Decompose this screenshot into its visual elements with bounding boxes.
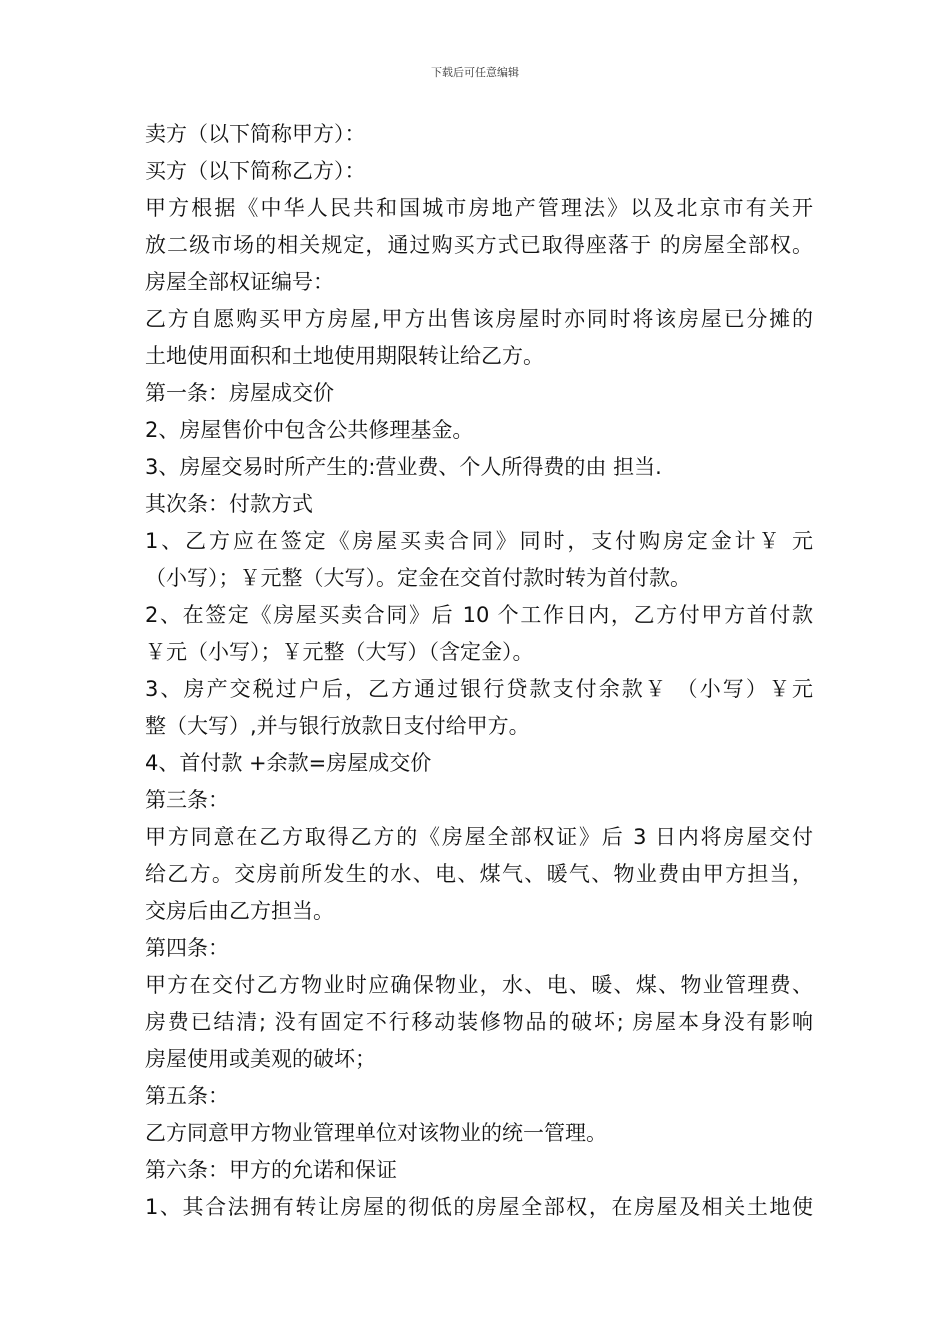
paragraph-line: 房屋使用或美观的破坏； bbox=[145, 1047, 376, 1071]
paragraph-line: 房费已结清; 没有固定不行移动装修物品的破坏; 房屋本身没有影响 bbox=[145, 1010, 813, 1034]
clause-line: 4、首付款 +余款=房屋成交价 bbox=[145, 751, 432, 775]
article-heading: 第一条：房屋成交价 bbox=[145, 381, 334, 405]
paragraph-line: 乙方自愿购买甲方房屋,甲方出售该房屋时亦同时将该房屋已分摊的 bbox=[145, 307, 813, 331]
paragraph-line: 甲方同意在乙方取得乙方的《房屋全部权证》后 3 日内将房屋交付 bbox=[145, 825, 813, 849]
clause-line: 3、房产交税过户后，乙方通过银行贷款支付余款￥ （小写）￥元 bbox=[145, 677, 813, 701]
paragraph-line: 乙方同意甲方物业管理单位对该物业的统一管理。 bbox=[145, 1121, 607, 1145]
buyer-line: 买方（以下简称乙方）： bbox=[145, 159, 366, 183]
clause-line: （小写）；￥元整（大写）。定金在交首付款时转为首付款。 bbox=[145, 566, 691, 590]
page-header-note: 下载后可任意编辑 bbox=[431, 66, 519, 79]
paragraph-line: 交房后由乙方担当。 bbox=[145, 899, 334, 923]
clause-line: 2、房屋售价中包含公共修理基金。 bbox=[145, 418, 474, 442]
clause-line: 1、乙方应在签定《房屋买卖合同》同时，支付购房定金计￥ 元 bbox=[145, 529, 813, 553]
paragraph-line: 甲方根据《中华人民共和国城市房地产管理法》以及北京市有关开 bbox=[145, 196, 813, 220]
contract-body bbox=[145, 116, 813, 1226]
clause-line: 2、在签定《房屋买卖合同》后 10 个工作日内，乙方付甲方首付款 bbox=[145, 603, 813, 627]
paragraph-line: 土地使用面积和土地使用期限转让给乙方。 bbox=[145, 344, 544, 368]
seller-line: 卖方（以下简称甲方）： bbox=[145, 122, 366, 146]
article-heading: 第五条： bbox=[145, 1084, 229, 1108]
paragraph-line: 给乙方。交房前所发生的水、电、煤气、暖气、物业费由甲方担当， bbox=[145, 862, 813, 886]
certificate-number-line: 房屋全部权证编号： bbox=[145, 270, 334, 294]
clause-line: 1、其合法拥有转让房屋的彻低的房屋全部权，在房屋及相关土地使 bbox=[145, 1195, 813, 1219]
paragraph-line: 放二级市场的相关规定，通过购买方式已取得座落于 的房屋全部权。 bbox=[145, 233, 813, 257]
paragraph-line: 甲方在交付乙方物业时应确保物业，水、电、暖、煤、物业管理费、 bbox=[145, 973, 813, 997]
article-heading: 其次条：付款方式 bbox=[145, 492, 313, 516]
clause-line: 整（大写）,并与银行放款日支付给甲方。 bbox=[145, 714, 530, 738]
clause-line: ￥元（小写）；￥元整（大写）（含定金）。 bbox=[145, 640, 534, 664]
article-heading: 第四条： bbox=[145, 936, 229, 960]
article-heading: 第六条：甲方的允诺和保证 bbox=[145, 1158, 397, 1182]
clause-line: 3、房屋交易时所产生的:营业费、个人所得费的由 担当. bbox=[145, 455, 662, 479]
article-heading: 第三条： bbox=[145, 788, 229, 812]
